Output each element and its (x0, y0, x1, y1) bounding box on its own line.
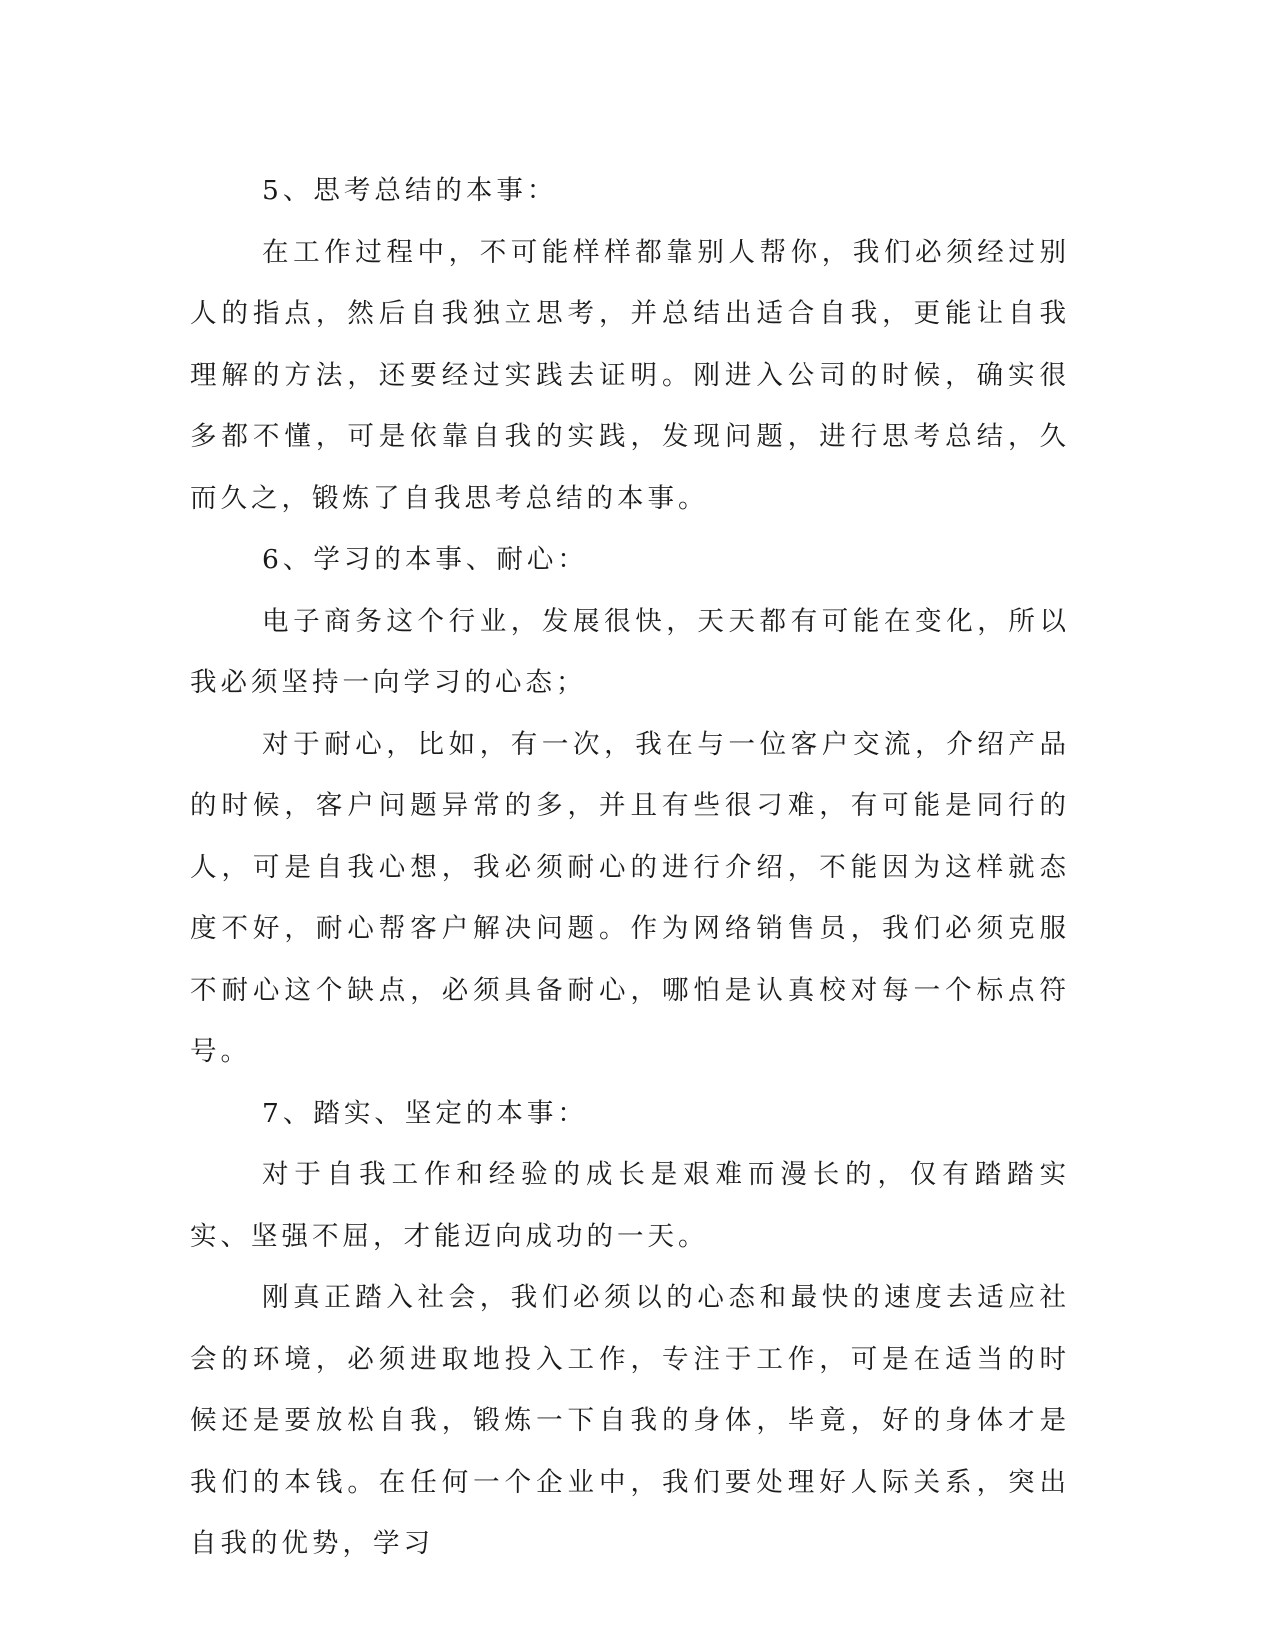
document-body (190, 160, 1070, 1575)
paragraph-society: 刚真正踏入社会，我们必须以的心态和最快的速度去适应社会的环境，必须进取地投入工作，专注于工作，可是在适当的时候还是要放松自我，锻炼一下自我的身体，毕竟，好的身体才是我们的本钱。在任何一个企业中，我们要处理好人际关系，突出自我的优势，学习 (190, 1282, 1070, 1559)
section-heading-7: 7、踏实、坚定的本事： (262, 1097, 588, 1129)
paragraph-summary-ability: 在工作过程中，不可能样样都靠别人帮你，我们必须经过别人的指点，然后自我独立思考，并总结出适合自我，更能让自我理解的方法，还要经过实践去证明。刚进入公司的时候，确实很多都不懂，可是依靠自我的实践，发现问题，进行思考总结，久而久之，锻炼了自我思考总结的本事。 (190, 236, 1070, 514)
section-heading-5: 5、思考总结的本事： (262, 175, 558, 206)
paragraph-learning: 电子商务这个行业，发展很快，天天都有可能在变化，所以我必须坚持一向学习的心态； (190, 605, 1070, 698)
section-heading-6: 6、学习的本事、耐心： (262, 544, 588, 575)
paragraph-patience: 对于耐心，比如，有一次，我在与一位客户交流，介绍产品的时候，客户问题异常的多，并且有些很刁难，有可能是同行的人，可是自我心想，我必须耐心的进行介绍，不能因为这样就态度不好，耐心帮客户解决问题。作为网络销售员，我们必须克服不耐心这个缺点，必须具备耐心，哪怕是认真校对每一个标点符号。 (190, 728, 1070, 1067)
paragraph-steadfast: 对于自我工作和经验的成长是艰难而漫长的，仅有踏踏实实、坚强不屈，才能迈向成功的一天。 (190, 1159, 1070, 1252)
